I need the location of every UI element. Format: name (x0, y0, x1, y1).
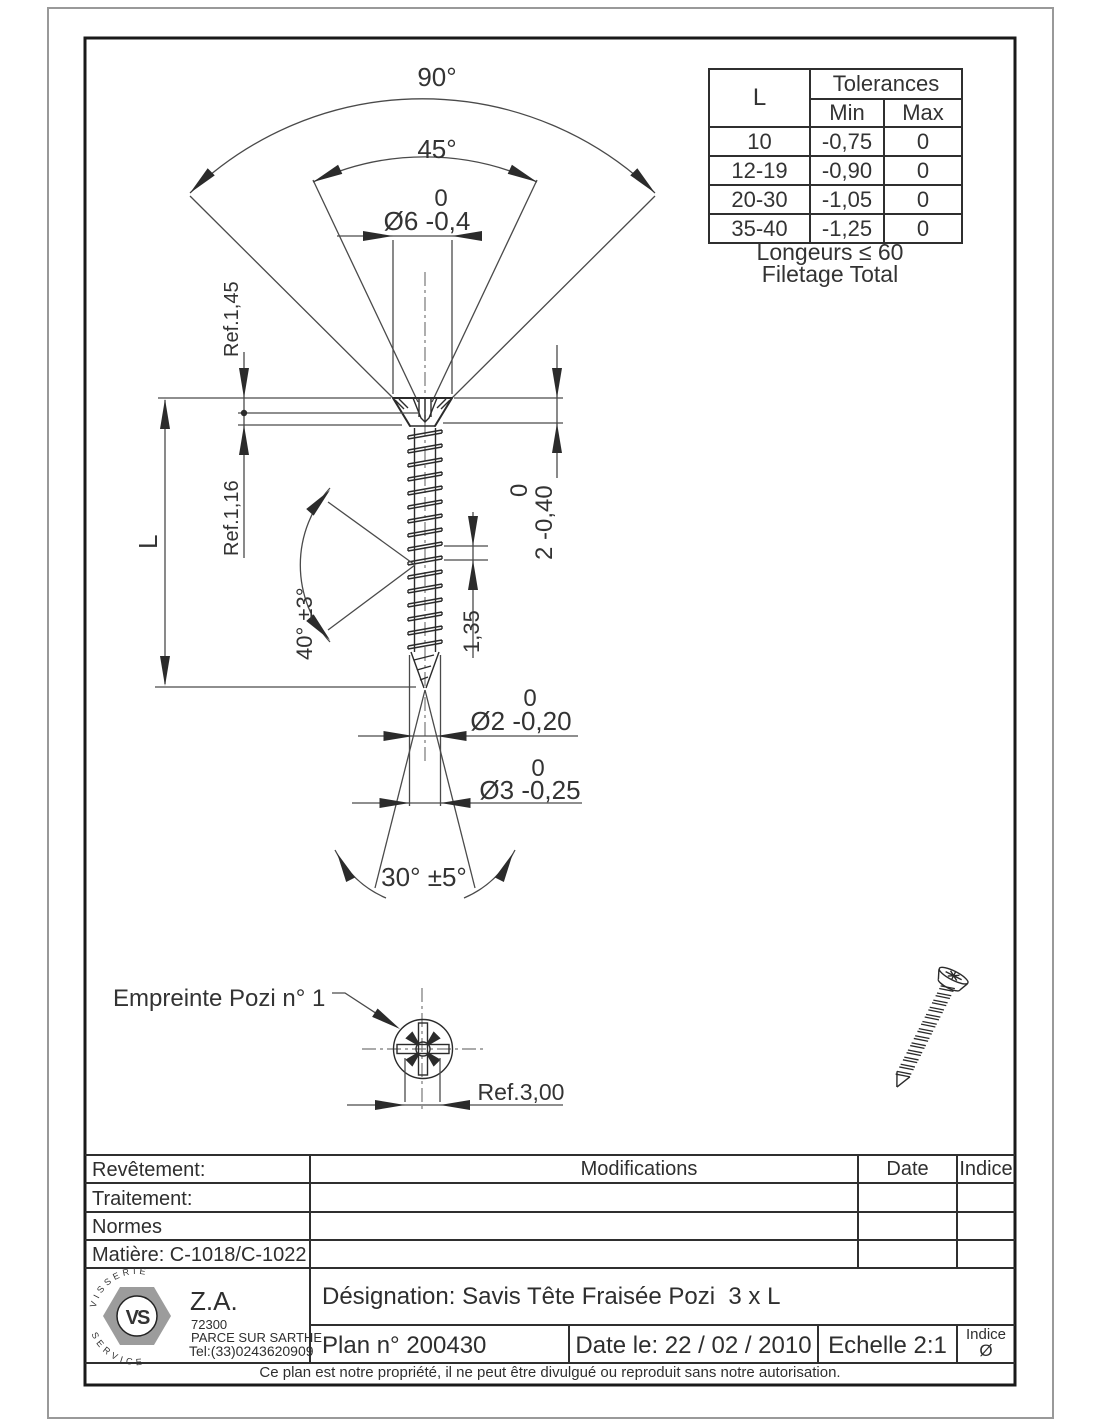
header-modifications: Modifications (580, 1158, 698, 1180)
dim-flank-angle: 40° ±3° (292, 587, 317, 660)
tol-cell-min: -1,05 (810, 185, 884, 214)
dim-ref-116: Ref.1,16 (221, 480, 243, 556)
field-echelle: Echelle 2:1 (828, 1332, 947, 1359)
dim-d2: Ø2 -0,20 (470, 706, 572, 736)
tol-cell-min: -1,25 (810, 214, 884, 243)
tol-cell-max: 0 (884, 156, 962, 185)
tol-cell-min: -0,90 (810, 156, 884, 185)
company-logo (88, 1266, 171, 1367)
field-revetement: Revêtement: (92, 1159, 206, 1181)
dim-angle-45: 45° (417, 134, 457, 164)
dim-head-height: 2 -0,40 (531, 485, 558, 560)
dim-tip-angle: 30° ±5° (381, 862, 467, 892)
company-tel: Tel:(33)0243620909 (189, 1343, 314, 1359)
dim-ref-145: Ref.1,45 (221, 281, 243, 357)
company-za: Z.A. (190, 1286, 238, 1316)
field-date: Date le: 22 / 02 / 2010 (575, 1332, 812, 1359)
logo-monogram: VS (125, 1307, 149, 1329)
field-indice-label: Indice (965, 1326, 1007, 1343)
tol-header-l: L (709, 69, 810, 127)
company-city: PARCE SUR SARTHE (191, 1330, 322, 1345)
tolerance-table-wrap (708, 68, 963, 244)
tol-cell-max: 0 (884, 214, 962, 243)
tol-row (709, 127, 962, 156)
field-indice-value: Ø (979, 1341, 993, 1360)
tolerance-table (708, 68, 963, 244)
tol-cell-max: 0 (884, 127, 962, 156)
dim-d2-sup: 0 (523, 685, 537, 712)
dim-angle-90: 90° (417, 62, 457, 92)
screw-3d-view (883, 964, 970, 1094)
dim-head-sup: 0 (506, 483, 533, 497)
dim-pitch: 1,35 (459, 610, 484, 653)
tol-header-min: Min (810, 99, 884, 127)
tol-row (709, 156, 962, 185)
dim-d6: Ø6 -0,4 (383, 206, 471, 236)
tol-cell-min: -0,75 (810, 127, 884, 156)
field-designation: Désignation: Savis Tête Fraisée Pozi 3 x L (322, 1283, 781, 1310)
note-filetage: Filetage Total (761, 261, 899, 287)
recess-callout-label: Empreinte Pozi n° 1 (113, 985, 326, 1012)
logo-ring-top-text: VISSERIE (87, 1265, 150, 1309)
footer-notice: Ce plan est notre propriété, il ne peut être divulgué ou reproduit sans notre autorisation. (259, 1364, 841, 1381)
header-date: Date (886, 1158, 929, 1180)
tol-cell-l: 20-30 (709, 185, 810, 214)
dim-length-l: L (133, 534, 163, 549)
tol-header-max: Max (884, 99, 962, 127)
dim-d3-sup: 0 (531, 755, 545, 782)
company-zip: 72300 (191, 1317, 228, 1332)
logo-ring-bottom-text: SERVICE (89, 1330, 147, 1368)
tol-header-tolerances: Tolerances (810, 69, 962, 99)
tol-cell-l: 12-19 (709, 156, 810, 185)
dim-d3: Ø3 -0,25 (479, 775, 581, 805)
field-plan-number: Plan n° 200430 (322, 1332, 487, 1359)
tol-cell-l: 10 (709, 127, 810, 156)
field-traitement: Traitement: (92, 1188, 193, 1210)
field-matiere: Matière: C-1018/C-1022 (92, 1244, 307, 1266)
tol-row (709, 185, 962, 214)
header-indice: Indice (959, 1158, 1013, 1180)
field-normes: Normes (92, 1216, 163, 1238)
dim-recess-dia: Ref.3,00 (477, 1079, 565, 1105)
tol-cell-max: 0 (884, 185, 962, 214)
screw-front-view (186, 99, 658, 762)
screw-head-section (393, 398, 452, 426)
note-longueurs: Longeurs ≤ 60 (756, 239, 904, 265)
tol-cell-l: 35-40 (709, 214, 810, 243)
dim-d6-sup: 0 (434, 185, 448, 212)
